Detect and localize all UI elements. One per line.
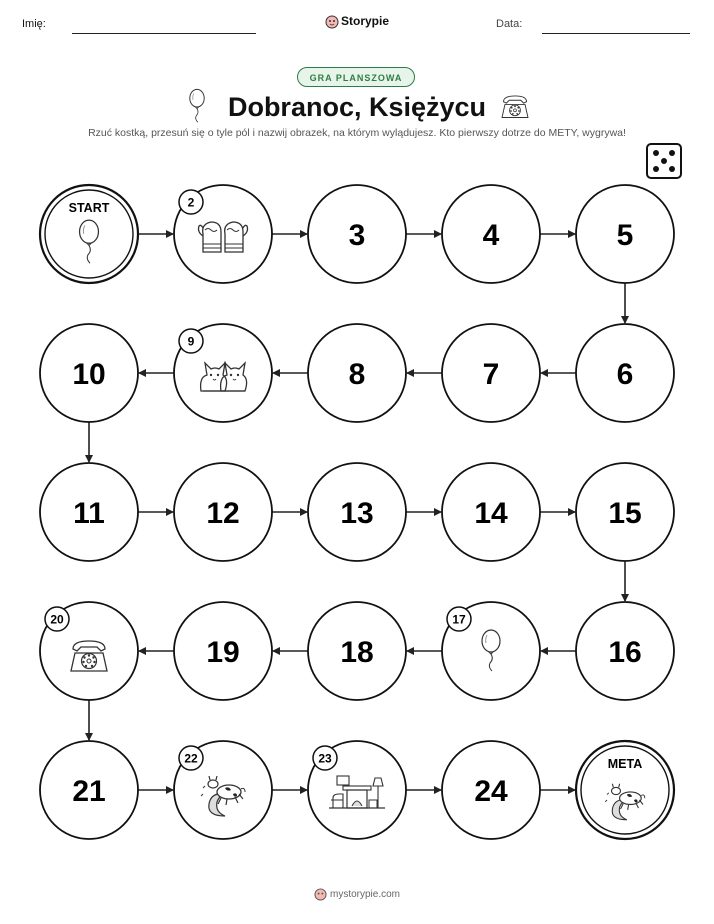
- board-space-6: [576, 324, 674, 422]
- space-number-badge: 17: [452, 612, 466, 627]
- space-number: 6: [616, 358, 634, 391]
- board-space-13: [308, 463, 406, 561]
- board-space-22: [174, 741, 272, 839]
- space-label: START: [68, 201, 110, 215]
- board-space-8: [308, 324, 406, 422]
- board-space-9: [174, 324, 272, 422]
- footer: [0, 888, 714, 901]
- space-number-badge: 9: [187, 334, 195, 349]
- board-space-17: [442, 602, 540, 700]
- board-space-7: [442, 324, 540, 422]
- board-space-25: [576, 741, 674, 839]
- space-number-badge: 23: [318, 751, 332, 766]
- storypie-mascot-icon: [314, 888, 327, 901]
- board-space-14: [442, 463, 540, 561]
- category-badge: GRA PLANSZOWA: [297, 67, 415, 87]
- space-number: 19: [206, 636, 240, 669]
- board-space-19: [174, 602, 272, 700]
- space-number: 14: [474, 497, 508, 530]
- space-number: 15: [608, 497, 642, 530]
- board-space-2: [174, 185, 272, 283]
- board-space-10: [40, 324, 138, 422]
- dice-five-icon: [647, 144, 681, 178]
- space-number: 5: [616, 219, 634, 252]
- board-space-21: [40, 741, 138, 839]
- date-label: Data:: [496, 18, 523, 30]
- space-number: 7: [482, 358, 500, 391]
- title-balloon-icon: [190, 89, 204, 122]
- space-number: 8: [348, 358, 366, 391]
- space-number: 11: [73, 497, 105, 530]
- instructions: Rzuć kostką, przesuń się o tyle pól i nazwij obrazek, na którym wylądujesz. Kto pierwszy dotrze do METY, wygrywa!: [88, 127, 626, 139]
- board-space-20: [40, 602, 138, 700]
- space-number: 12: [206, 497, 240, 530]
- space-number: 4: [482, 219, 500, 252]
- board-space-23: [308, 741, 406, 839]
- board-space-5: [576, 185, 674, 283]
- space-number: 24: [474, 775, 508, 808]
- board-space-4: [442, 185, 540, 283]
- board-space-15: [576, 463, 674, 561]
- space-number: 21: [72, 775, 106, 808]
- board-spaces: [40, 185, 674, 839]
- footer-url: mystorypie.com: [329, 889, 400, 901]
- page-title: Dobranoc, Księżycu: [227, 92, 487, 122]
- board-space-12: [174, 463, 272, 561]
- space-number: 10: [72, 358, 106, 391]
- space-number-badge: 2: [187, 195, 195, 210]
- name-label: Imię:: [22, 18, 46, 30]
- space-number: 16: [608, 636, 642, 669]
- board-space-18: [308, 602, 406, 700]
- space-number-badge: 22: [184, 751, 198, 766]
- space-number: 18: [340, 636, 374, 669]
- title-telephone-icon: [502, 96, 528, 118]
- board-space-11: [40, 463, 138, 561]
- space-number-badge: 20: [50, 612, 64, 627]
- board-space-24: [442, 741, 540, 839]
- space-label: META: [607, 757, 643, 771]
- space-number: 3: [348, 219, 366, 252]
- board-space-3: [308, 185, 406, 283]
- brand-name: Storypie: [340, 14, 389, 28]
- space-number: 13: [340, 497, 374, 530]
- board-space-1: [40, 185, 138, 283]
- board-space-16: [576, 602, 674, 700]
